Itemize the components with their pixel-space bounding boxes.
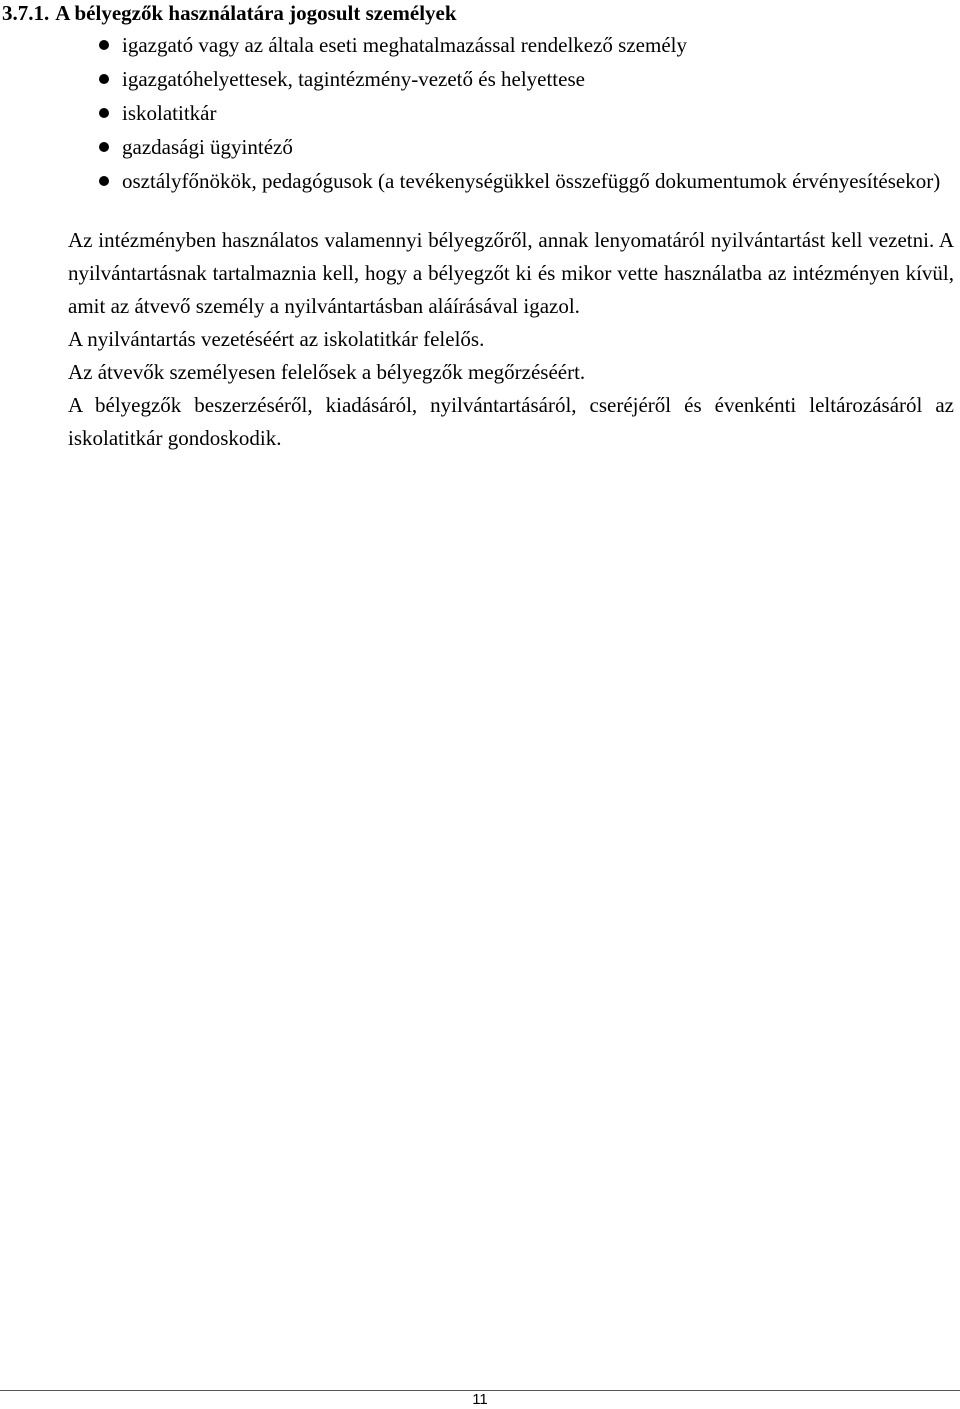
list-item-text: igazgató vagy az általa eseti meghatalmazással rendelkező személy — [122, 33, 687, 57]
paragraph-procurement: A bélyegzők beszerzéséről, kiadásáról, nyilvántartásáról, cseréjéről és évenkénti leltározásáról az iskolatitkár gondoskodik. — [68, 393, 954, 450]
bullet-icon — [99, 74, 109, 84]
paragraph-responsibility: A nyilvántartás vezetéséért az iskolatitkár felelős. — [68, 327, 485, 351]
bullet-icon — [99, 108, 109, 118]
list-item — [0, 164, 960, 198]
list-item-text: iskolatitkár — [122, 101, 217, 125]
list-item-text: gazdasági ügyintéző — [122, 135, 293, 159]
authorized-persons-list — [0, 28, 960, 198]
list-item — [0, 130, 960, 164]
list-item-text: osztályfőnökök, pedagógusok (a tevékenységükkel összefüggő dokumentumok érvényesítésekor) — [122, 169, 941, 193]
section-number: 3.7.1. — [2, 1, 50, 25]
section-heading — [2, 0, 457, 26]
bullet-icon — [99, 142, 109, 152]
body-text — [68, 224, 954, 455]
page-number: 11 — [472, 1391, 488, 1408]
list-item — [0, 28, 960, 62]
bullet-icon — [99, 40, 109, 50]
bullet-icon — [99, 176, 109, 186]
list-item — [0, 62, 960, 96]
list-item-text: igazgatóhelyettesek, tagintézmény-vezető és helyettese — [122, 67, 585, 91]
section-title: A bélyegzők használatára jogosult személyek — [55, 1, 457, 25]
paragraph-custody: Az átvevők személyesen felelősek a bélyegzők megőrzéséért. — [68, 360, 586, 384]
paragraph-register: Az intézményben használatos valamennyi bélyegzőről, annak lenyomatáról nyilvántartást kell vezetni. A nyilvántartásnak tartalmaznia kell, hogy a bélyegzőt ki és mikor vette használatba az intézményen kívül, amit az átvevő személy a nyilvántartásban aláírásával igazol. — [68, 228, 954, 318]
list-item — [0, 96, 960, 130]
